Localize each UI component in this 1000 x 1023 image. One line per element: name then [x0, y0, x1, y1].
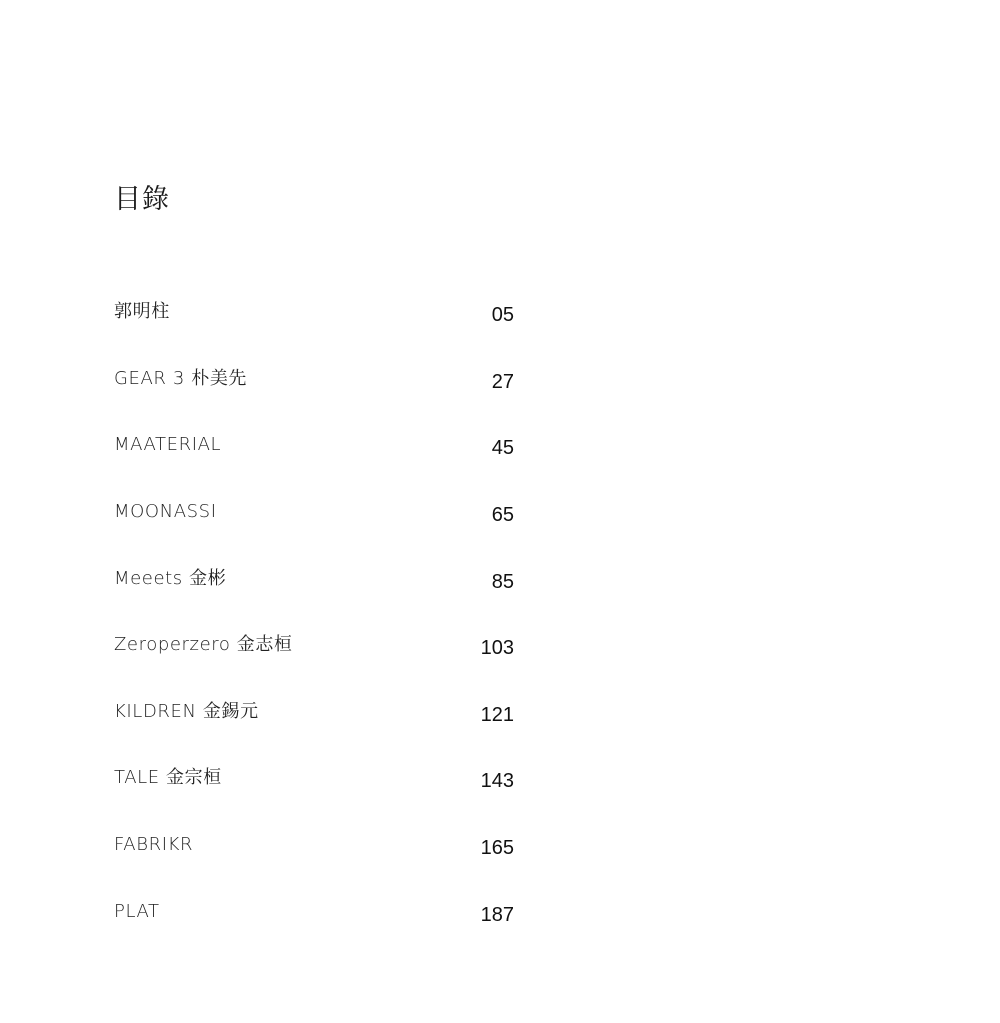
toc-entry-label: MAATERIAL: [114, 434, 222, 455]
toc-entry-label: TALE 金宗桓: [114, 767, 222, 788]
toc-entry[interactable]: [112, 498, 516, 528]
toc-entry-page-number: 103: [480, 637, 514, 659]
page-title: 目錄: [114, 184, 170, 215]
toc-entry-label: KILDREN 金錫元: [114, 701, 259, 722]
toc-entry[interactable]: [112, 698, 516, 728]
toc-entry-page-number: 05: [491, 304, 514, 326]
toc-entry-page-number: 45: [491, 437, 514, 459]
toc-entry-page-number: 187: [480, 904, 514, 926]
toc-entry-page-number: 85: [491, 571, 514, 593]
toc-entry-page-number: 121: [480, 704, 514, 726]
toc-entry-label: Meeets 金彬: [114, 568, 227, 589]
toc-entry-label: FABRIKR: [114, 834, 194, 855]
toc-entry[interactable]: [112, 631, 516, 661]
toc-entry-label: MOONASSI: [114, 501, 217, 522]
toc-entry[interactable]: [112, 764, 516, 794]
toc-entry[interactable]: [112, 365, 516, 395]
toc-entry[interactable]: [112, 431, 516, 461]
toc-entry-page-number: 27: [491, 371, 514, 393]
toc-entry-page-number: 165: [480, 837, 514, 859]
toc-entry-page-number: 143: [480, 770, 514, 792]
toc-entry[interactable]: [112, 565, 516, 595]
toc-entry-page-number: 65: [491, 504, 514, 526]
toc-entry-label: GEAR 3 朴美先: [114, 368, 248, 389]
toc-entry[interactable]: [112, 898, 516, 928]
toc-entry[interactable]: [112, 831, 516, 861]
toc-entry-label: PLAT: [114, 901, 160, 922]
toc-entry-label: 郭明柱: [114, 301, 170, 322]
toc-entry[interactable]: [112, 298, 516, 328]
toc-entry-label: Zeroperzero 金志桓: [114, 634, 293, 655]
